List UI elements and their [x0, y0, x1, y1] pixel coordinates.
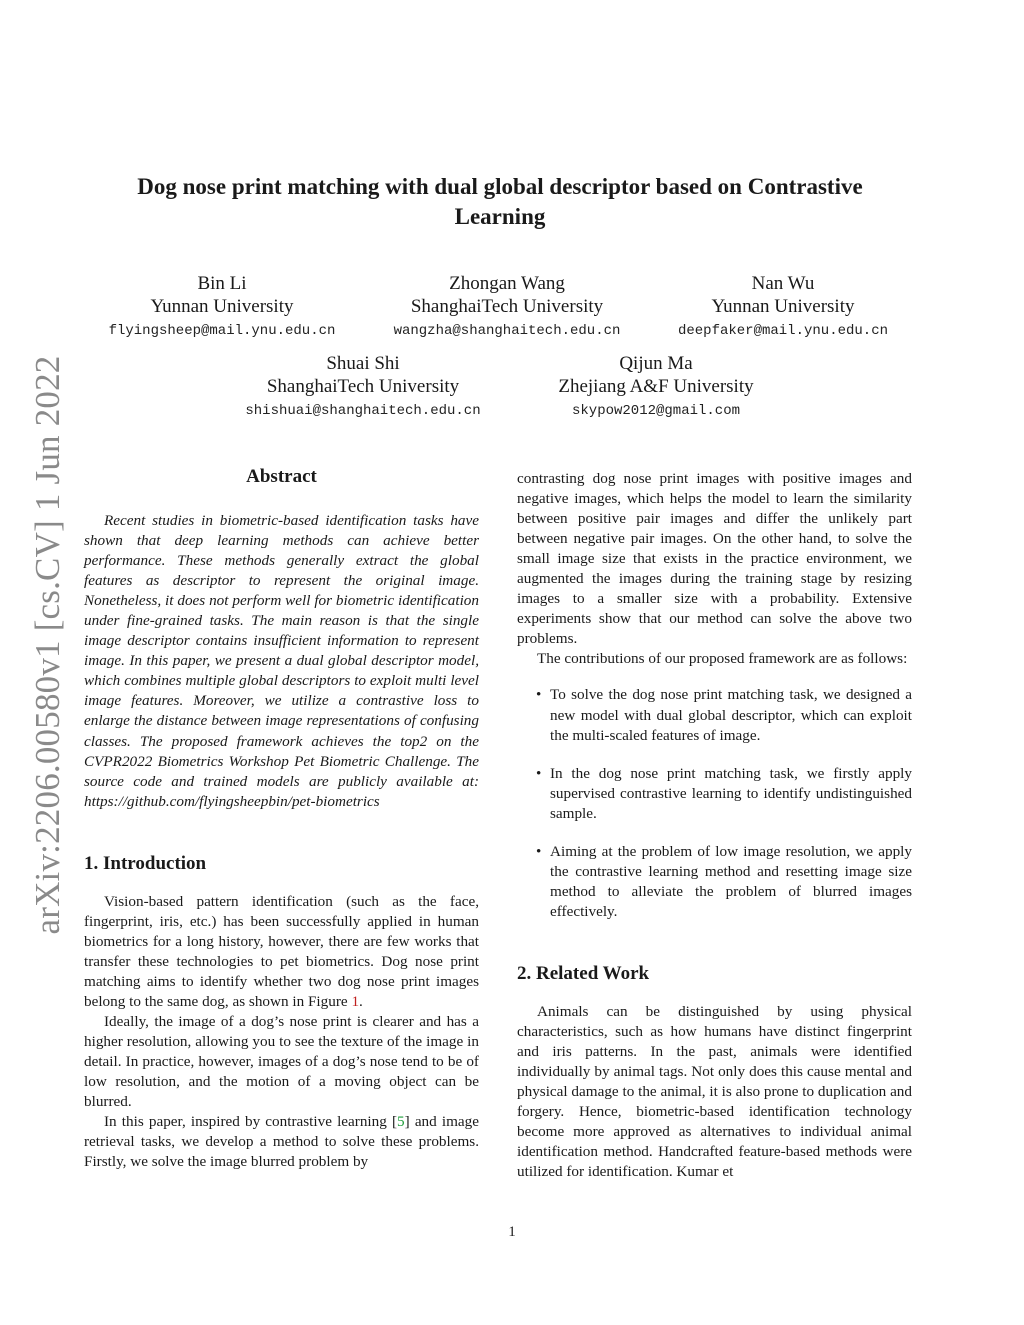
author-block	[633, 272, 933, 341]
author-affiliation: Zhejiang A&F University	[558, 376, 754, 397]
bullet-icon: •	[536, 686, 542, 704]
author-block	[506, 352, 806, 421]
bullet-icon: •	[536, 764, 542, 782]
author-name: Shuai Shi	[326, 353, 400, 374]
page-number: 1	[508, 1224, 516, 1240]
author-affiliation: ShanghaiTech University	[410, 296, 604, 317]
section-heading-related-work: 2. Related Work	[517, 962, 650, 984]
author-name: Bin Li	[197, 273, 247, 294]
intro-paragraph: Ideally, the image of a dog’s nose print is clearer and has a higher resolution, allowing you to see the texture of the image in detail. In practice, however, images of a dog’s nose tend to be of low resolution, and the motion of a moving object can be blurred.	[84, 1012, 479, 1111]
author-block	[357, 272, 657, 341]
section-heading-introduction: 1. Introduction	[84, 852, 207, 874]
author-email[interactable]: deepfaker@mail.ynu.edu.cn	[677, 323, 889, 339]
author-block	[213, 352, 513, 421]
right-column	[517, 469, 912, 1182]
intro-paragraph: In this paper, inspired by contrastive learning [5] and image retrieval tasks, we develop a method to solve these problems. Firstly, we solve the image blurred problem by	[84, 1113, 479, 1171]
related-work-paragraph: Animals can be distinguished by using physical characteristics, such as how humans have distinct fingerprint and iris patterns. In the past, animals were identified individually by animal tags. Not only does this cause mental and physical damage to the animal, it is also prone to duplication and forgery. Hence, biometric-based identification technology become more approved as alternatives to individual animal identification method. Handcrafted feature-based methods were utilized for identification. Kumar et	[517, 1002, 912, 1181]
citation-link[interactable]: 5	[397, 1113, 405, 1131]
author-affiliation: Yunnan University	[711, 296, 855, 317]
author-email[interactable]: shishuai@shanghaitech.edu.cn	[245, 403, 481, 419]
intro-continuation-paragraph: contrasting dog nose print images with positive images and negative images, which helps the model to learn the similarity between positive pair images and differ the unlikely part between negative pair images. On the other hand, to solve the small image size that exists in the practice environment, we augmented the images during the training stage by resizing images to a smaller size with a probability. Extensive experiments show that our method can solve the above two problems.	[517, 470, 912, 648]
arxiv-identifier: arXiv:2206.00580v1 [cs.CV] 1 Jun 2022	[28, 355, 67, 935]
author-affiliation: ShanghaiTech University	[266, 376, 460, 397]
list-item: • In the dog nose print matching task, we firstly apply supervised contrastive learning to identify undistinguished sample.	[536, 764, 912, 822]
bullet-icon: •	[536, 842, 542, 860]
author-email[interactable]: flyingsheep@mail.ynu.edu.cn	[108, 323, 336, 339]
contributions-intro: The contributions of our proposed framework are as follows:	[537, 650, 908, 668]
figure-reference-link[interactable]: 1	[351, 992, 360, 1010]
intro-paragraph: Vision-based pattern identification (such as the face, fingerprint, iris, etc.) has been successfully applied in human biometrics for a long history, however, there are few works that transfer these technologies to pet biometrics. Dog nose print matching aims to identify whether two dog nose print images belong to the same dog, as shown in Figure 1.	[84, 892, 479, 1010]
author-email[interactable]: skypow2012@gmail.com	[571, 403, 741, 419]
abstract-text: Recent studies in biometric-based identification tasks have shown that deep learning methods can achieve better performance. These methods generally extract the global features as descriptor to represent the original image. Nonetheless, it does not perform well for biometric identification under fine-grained tasks. The main reason is that the single image descriptor contains insufficient information to represent image. In this paper, we present a dual global descriptor model, which combines multiple global descriptors to exploit multi level image features. Moreover, we utilize a contrastive loss to enlarge the distance between image representations of confusing classes. The proposed framework achieves the top2 on the CVPR2022 Biometrics Workshop Pet Biometric Challenge. The source code and trained models are publicly available at: https://github.com/flyingsheepbin/pet-biometrics	[84, 512, 479, 810]
author-name: Nan Wu	[751, 273, 815, 294]
author-affiliation: Yunnan University	[150, 296, 294, 317]
list-item: • To solve the dog nose print matching task, we designed a new model with dual global descriptor, which can exploit the multi-scaled features of image.	[536, 686, 912, 744]
author-name: Qijun Ma	[619, 353, 693, 374]
author-email[interactable]: wangzha@shanghaitech.edu.cn	[393, 323, 621, 339]
paper-title: Dog nose print matching with dual global descriptor based on Contrastive Learning	[137, 174, 863, 229]
left-column	[84, 465, 479, 1172]
abstract-heading: Abstract	[246, 466, 317, 487]
list-item: • Aiming at the problem of low image resolution, we apply the contrastive learning method and resetting image size method to alleviate the problem of blurred images effectively.	[536, 842, 912, 920]
author-name: Zhongan Wang	[449, 273, 565, 294]
contributions-list	[517, 685, 912, 921]
author-block	[72, 272, 372, 341]
